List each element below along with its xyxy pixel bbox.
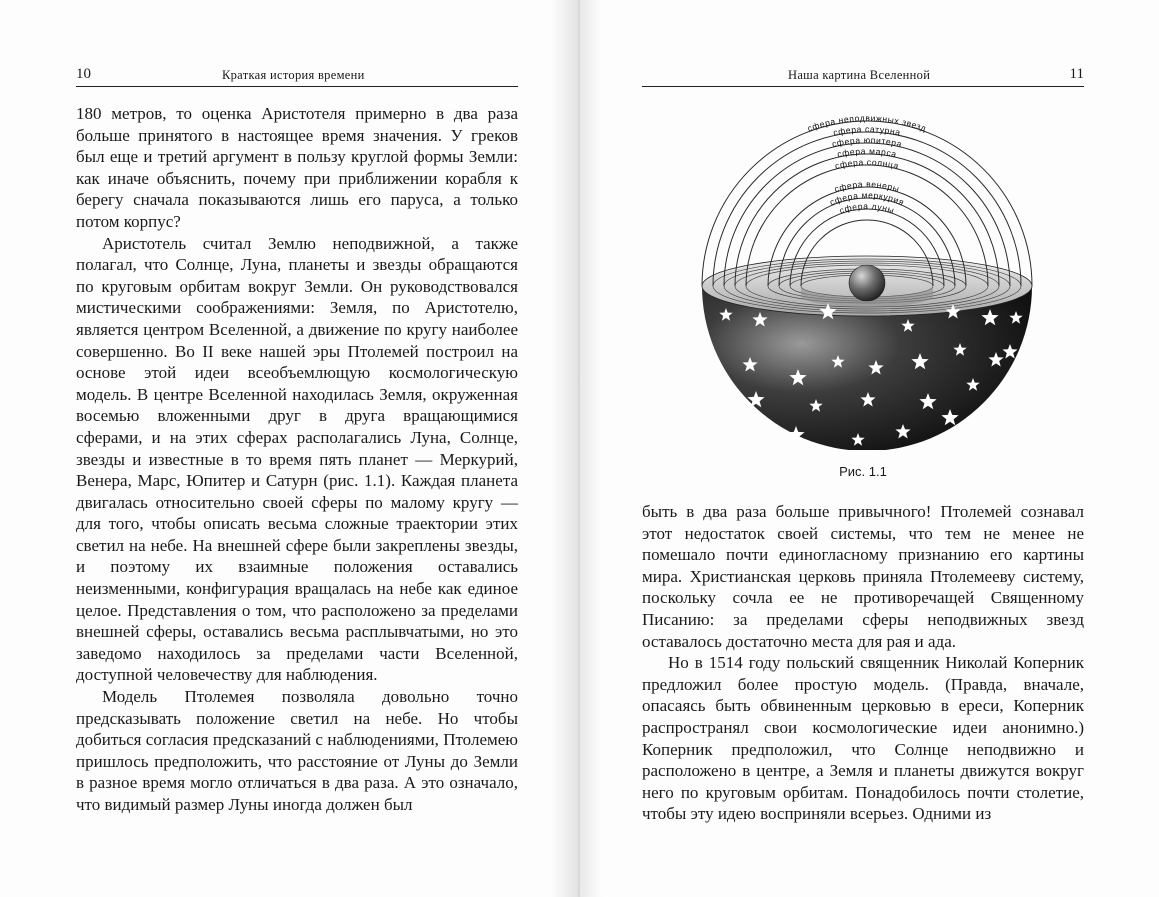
- sphere-label-mercury: сфера меркурия: [828, 189, 906, 208]
- sphere-label-moon: сфера луны: [838, 200, 896, 216]
- gutter-shadow: [550, 0, 578, 897]
- sphere-label-sun: сфера солнца: [833, 156, 901, 172]
- sphere-label-jupiter: сфера юпитера: [830, 134, 904, 150]
- running-title: Краткая история времени: [222, 68, 365, 82]
- gutter-shadow: [580, 0, 602, 897]
- right-page: [580, 0, 1159, 897]
- right-page-body: [642, 501, 1084, 825]
- paragraph: быть в два раза больше привычного! Птолемей сознавал этот недостаток своей системы, что тем не менее не помешало почти единогласному признанию его картины мира. Христианская церковь приняла Птолемееву систему, поскольку сочла ее не противоречащей Священному Писанию: за пределами сферы неподвижных звезд оставалось достаточно места для рая и ада.: [642, 502, 1084, 651]
- page-number: 10: [76, 66, 91, 82]
- page-number: 11: [1069, 66, 1084, 82]
- spheres-illustration: [698, 100, 1036, 450]
- sphere-label-mars: сфера марса: [836, 145, 898, 160]
- sphere-label-venus: сфера венеры: [833, 179, 901, 195]
- earth-globe: [849, 265, 885, 301]
- left-page: [0, 0, 578, 897]
- left-page-header: [76, 64, 518, 87]
- sphere-label-fixed-stars: сфера неподвижных звезд: [806, 112, 928, 134]
- paragraph: 180 метров, то оценка Аристотеля примерно в два раза больше принятого в настоящее время значения. У греков был еще и третий аргумент в пользу круглой формы Земли: как иначе объяснить, почему при приближении корабля к берегу сначала показываются лишь его паруса, а только потом корпус?: [76, 104, 518, 231]
- right-page-header: [642, 64, 1084, 87]
- ptolemy-spheres-figure: [698, 100, 1036, 450]
- left-page-body: [76, 103, 518, 816]
- running-title: Наша картина Вселенной: [788, 68, 931, 82]
- paragraph: Модель Птолемея позволяла довольно точно предсказывать положение светил на небе. Но чтобы добиться согласия предсказаний с наблюдениями, Птолемею пришлось предположить, что расстояние от Луны до Земли в разное время могло отличаться в два раза. А это означало, что видимый размер Луны иногда должен был: [76, 687, 518, 814]
- paragraph: Аристотель считал Землю неподвижной, а также полагал, что Солнце, Луна, планеты и звезды обращаются по круговым орбитам вокруг Земли. Он руководствовался мистическими соображениями: Земля, по Аристотелю, является центром Вселенной, а движение по кругу наиболее совершенно. Во II веке нашей эры Птолемей построил на основе этой идеи всеобъемлющую космологическую модель. В центре Вселенной находилась Земля, окруженная восемью вложенными друг в друга вращающимися сферами, и на этих сферах располагались Луна, Солнце, звезды и известные в то время пять планет — Меркурий, Венера, Марс, Юпитер и Сатурн (рис. 1.1). Каждая планета двигалась относительно своей сферы по малому кругу — для того, чтобы описать весьма сложные траектории этих светил на небе. На внешней сфере были закреплены звезды, и поэтому их взаимные положения оставались неизменными, конфигурация вращалась на небе как единое целое. Представления о том, что расположено за пределами внешней сферы, оставались весьма расплывчатыми, но это заведомо находилось за пределами части Вселенной, доступной человечеству для наблюдения.: [76, 233, 518, 685]
- paragraph: Но в 1514 году польский священник Николай Коперник предложил более простую модель. (Правда, вначале, опасаясь быть обвиненным церковью в ереси, Коперник распространял свои космологические идеи анонимно.) Коперник предположил, что Солнце неподвижно и расположено в центре, а Земля и планеты движутся вокруг него по круговым орбитам. Понадобилось почти столетие, чтобы эту идею восприняли всерьез. Одними из: [642, 653, 1084, 824]
- figure-caption: Рис. 1.1: [839, 464, 887, 479]
- sphere-label-saturn: сфера сатурна: [832, 123, 902, 138]
